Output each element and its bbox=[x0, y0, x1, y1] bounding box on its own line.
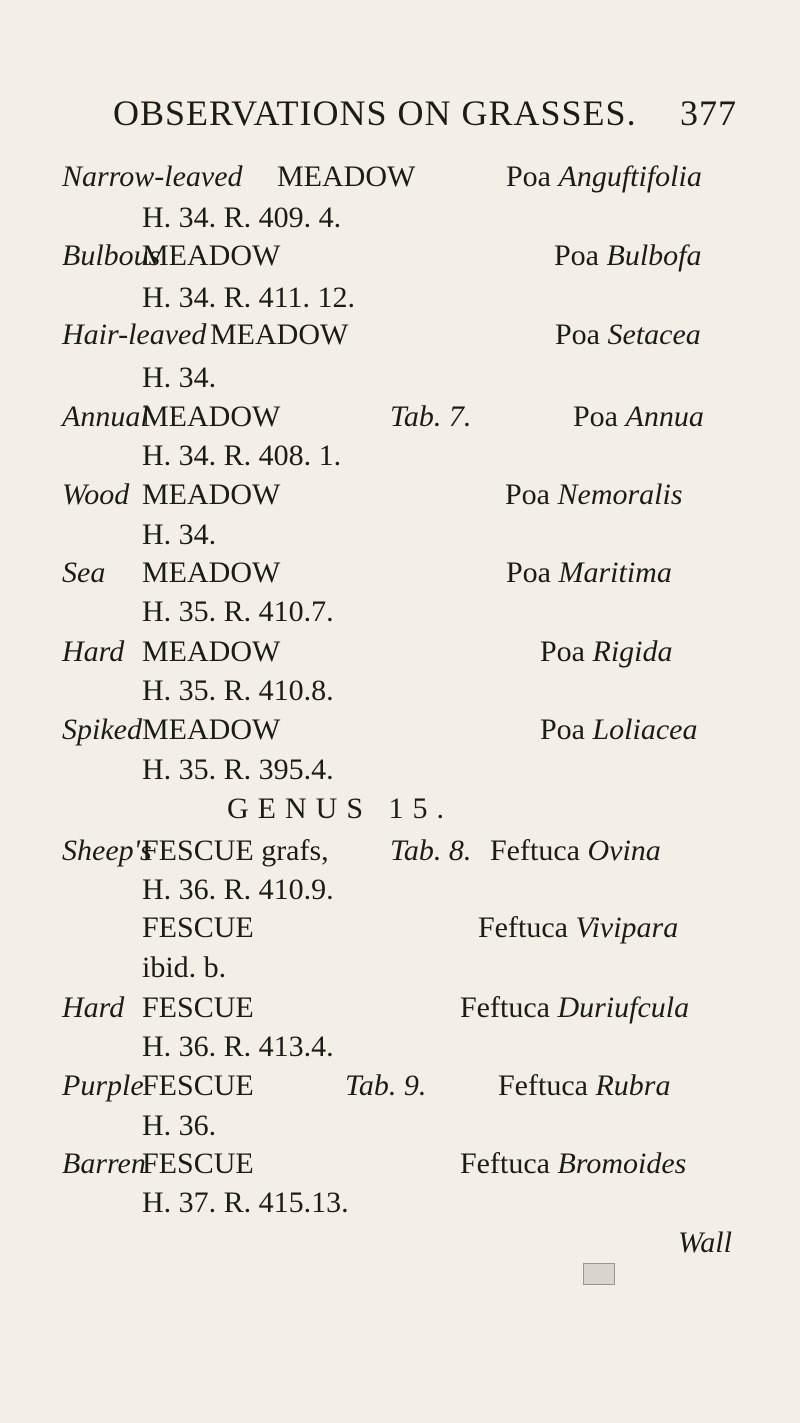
entry-latin: Feftuca Rubra bbox=[498, 1069, 671, 1102]
entry-latin: Feftuca Bromoides bbox=[460, 1147, 687, 1180]
entry-latin: Poa Annua bbox=[573, 400, 704, 433]
entry-adjective: Sea bbox=[62, 556, 106, 589]
entry-latin: Poa Nemoralis bbox=[505, 478, 683, 511]
entry-adjective: Wood bbox=[62, 478, 130, 511]
entry-reference: H. 34. bbox=[142, 518, 217, 551]
entry-adjective: Sheep's bbox=[62, 834, 152, 867]
entry-name: FESCUE bbox=[142, 991, 254, 1024]
entry-reference: H. 36. bbox=[142, 1109, 217, 1142]
entry-name: MEADOW bbox=[277, 160, 416, 193]
entry-reference: H. 37. R. 415.13. bbox=[142, 1186, 349, 1219]
entry-adjective: Barren bbox=[62, 1147, 146, 1180]
entry-reference: H. 36. R. 410.9. bbox=[142, 873, 334, 906]
entry-name: FESCUE bbox=[142, 1069, 254, 1102]
entry-adjective: Narrow-leaved bbox=[62, 160, 243, 193]
entry-adjective: Hair-leaved bbox=[62, 318, 207, 351]
entry-reference: H. 34. bbox=[142, 361, 217, 394]
entry-name: MEADOW bbox=[142, 400, 281, 433]
entry-reference: H. 34. R. 409. 4. bbox=[142, 201, 342, 234]
entry-adjective: Bulbous bbox=[62, 239, 161, 272]
entry-name: MEADOW bbox=[210, 318, 349, 351]
entry-latin: Poa Anguftifolia bbox=[506, 160, 702, 193]
entry-latin: Poa Bulbofa bbox=[554, 239, 702, 272]
entry-adjective: Hard bbox=[62, 991, 125, 1024]
entry-reference: H. 36. R. 413.4. bbox=[142, 1030, 334, 1063]
entry-name: FESCUE bbox=[142, 911, 254, 944]
entry-name: FESCUE bbox=[142, 1147, 254, 1180]
entry-name: MEADOW bbox=[142, 713, 281, 746]
entry-name: MEADOW bbox=[142, 556, 281, 589]
entry-name: MEADOW bbox=[142, 478, 281, 511]
entry-reference: H. 35. R. 410.8. bbox=[142, 674, 334, 707]
entry-latin: Poa Loliacea bbox=[540, 713, 698, 746]
genus-label: GENUS 15. bbox=[227, 792, 454, 825]
entry-tab-reference: Tab. 7. bbox=[390, 400, 472, 433]
entry-reference: H. 35. R. 395.4. bbox=[142, 753, 334, 786]
entry-latin: Feftuca Duriufcula bbox=[460, 991, 690, 1024]
entry-adjective: Annual bbox=[62, 400, 149, 433]
page-number: 377 bbox=[680, 93, 737, 133]
running-title: OBSERVATIONS ON GRASSES. bbox=[113, 93, 637, 133]
entry-adjective: Purple bbox=[62, 1069, 144, 1102]
entry-tab-reference: Tab. 9. bbox=[345, 1069, 427, 1102]
entry-name: MEADOW bbox=[142, 239, 281, 272]
entry-latin: Poa Setacea bbox=[555, 318, 701, 351]
entry-reference: ibid. b. bbox=[142, 951, 227, 984]
entry-latin: Feftuca Ovina bbox=[490, 834, 661, 867]
entry-name: FESCUE grafs, bbox=[142, 834, 329, 867]
entry-name: MEADOW bbox=[142, 635, 281, 668]
library-stamp bbox=[583, 1263, 615, 1285]
entry-reference: H. 34. R. 411. 12. bbox=[142, 281, 356, 314]
entry-latin: Poa Rigida bbox=[540, 635, 673, 668]
entry-reference: H. 35. R. 410.7. bbox=[142, 595, 334, 628]
entry-adjective: Spiked bbox=[62, 713, 142, 746]
entry-latin: Feftuca Vivipara bbox=[478, 911, 679, 944]
entry-adjective: Hard bbox=[62, 635, 125, 668]
catchword: Wall bbox=[678, 1226, 732, 1259]
entry-latin: Poa Maritima bbox=[506, 556, 672, 589]
entry-reference: H. 34. R. 408. 1. bbox=[142, 439, 342, 472]
entry-tab-reference: Tab. 8. bbox=[390, 834, 472, 867]
